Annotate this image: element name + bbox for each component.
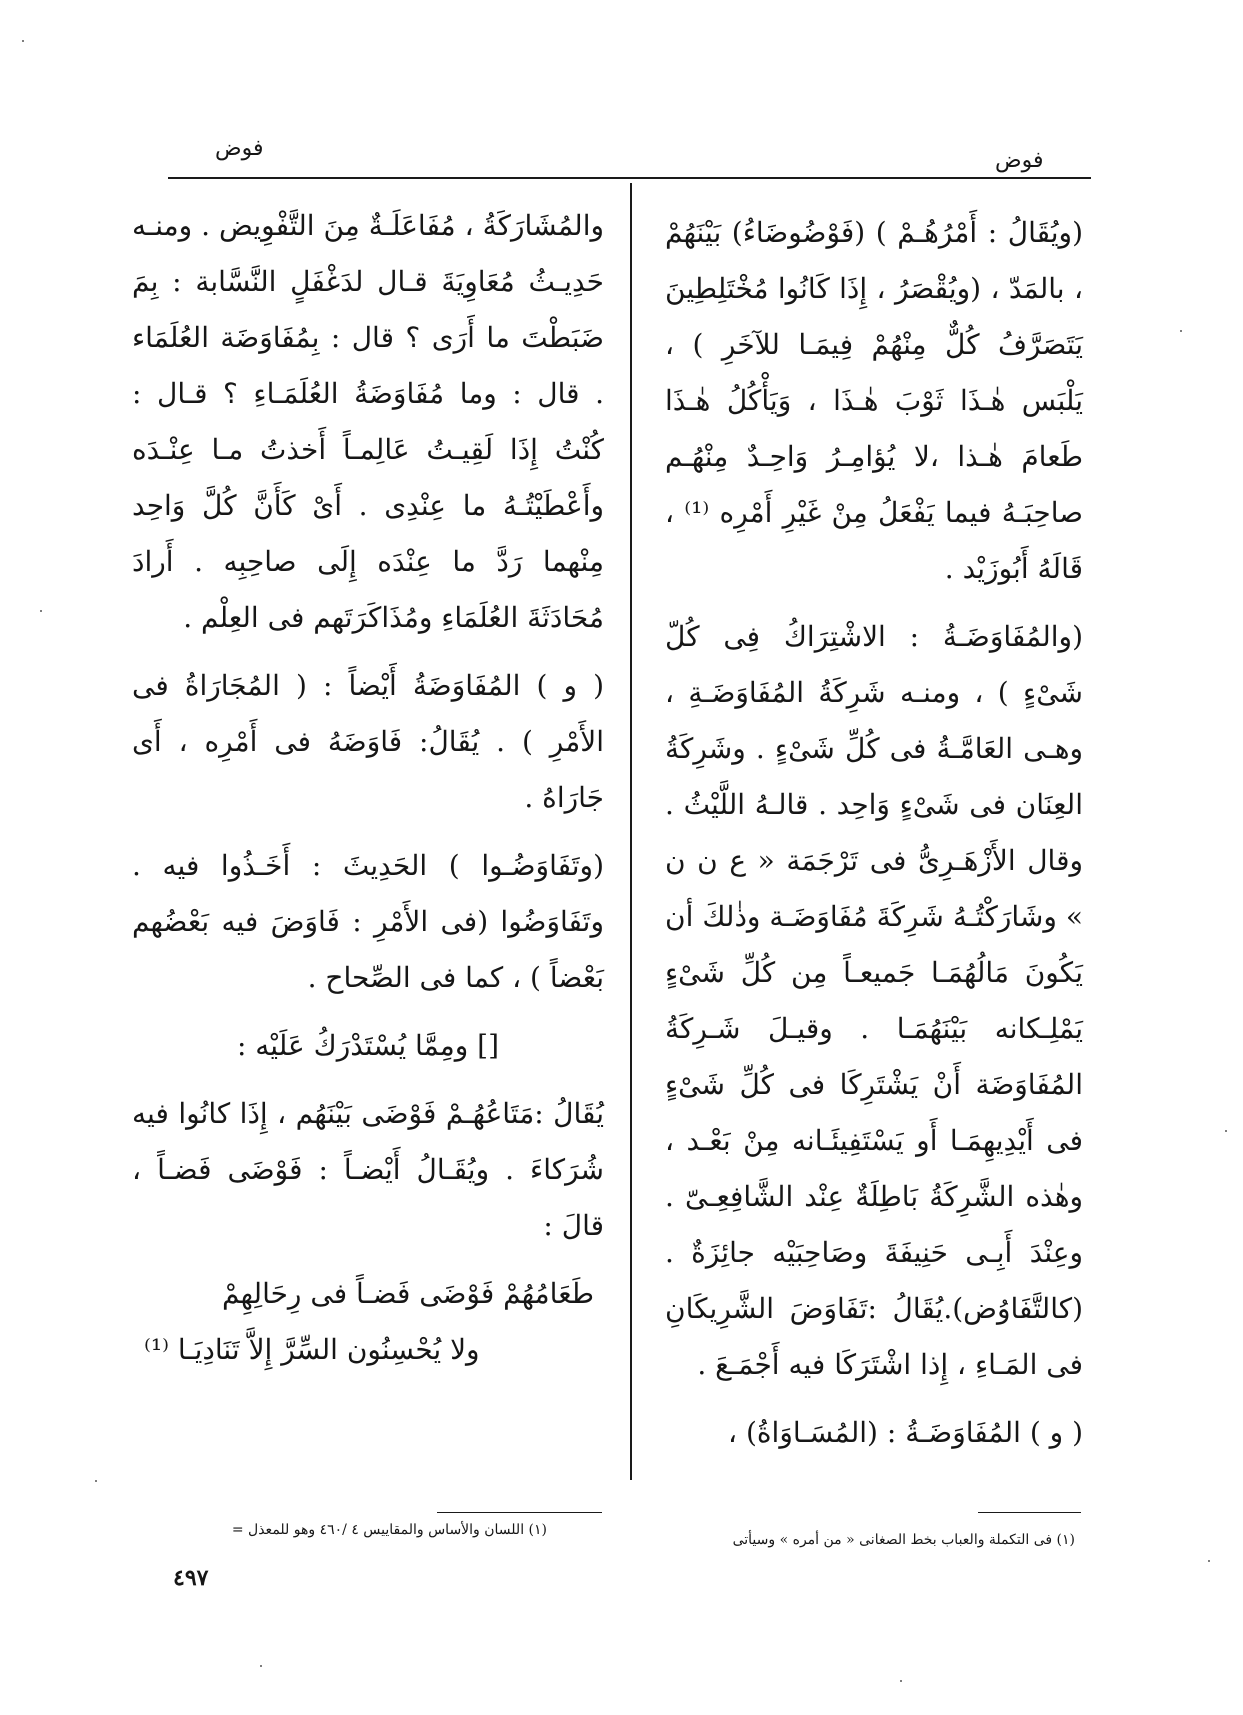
entry-paragraph: والمُشَارَكَةُ ، مُفَاعَلَـةٌ مِنَ التَّفْوِيض . ومنـه حَدِيـثُ مُعَاوِيَةَ قـال لدَغْفَلٍ النَّسَّابة : بِمَ ضَبَطْتَ ما أَرَى ؟ قال : بِمُفَاوَضَة العُلَمَاء . قال : وما مُفَاوَضَةُ العُلَمَـاءِ ؟ قـال : كُنْتُ إِذَا لَقِيـتُ عَالِمـاً أَخذتُ مـا عِنْـدَه وأَعْطَيْتُـهُ ما عِنْدِى . أَىْ كَأَنَّ كُلَّ وَاحِد مِنْهما رَدَّ ما عِنْدَه إِلَى صاحِبِه . أَرادَ مُحَادَثَةَ العُلَمَاءِ ومُذَاكَرَتَهم فى العِلْم .	[132, 209, 604, 634]
scan-speck	[1225, 1130, 1227, 1132]
scan-speck	[95, 1480, 97, 1482]
footnote-rule-right	[978, 1512, 1081, 1513]
poem-verse-first-hemistich: طَعَامُهُمْ فَوْضَى فَضـاً فى رِحَالِهِمْ	[222, 1277, 594, 1310]
column-divider	[630, 183, 632, 1480]
scan-speck	[260, 1665, 262, 1667]
entry-paragraph: (ويُقَالُ : أَمْرُهُـمْ ) (فَوْضُوضَاءُ) بَيْنَهُمْ ، بالمَدّ ، (ويُقْصَرُ ، إِذَا كَانُوا مُخْتَلِطِينَ يَتَصَرَّفُ كُلٌّ مِنْهُمْ فِيمَـا للآخَرِ ) ، يَلْبَس هٰـذَا ثَوْبَ هٰـذَا ، وَيَأْكُلُ هٰـذَا طَعامَ هٰـذا ،لا يُؤامِـرُ وَاحِـدٌ مِنْهُـم صاحِبَـهُ فيما يَفْعَلُ مِنْ غَيْرِ أَمْرِه ⁽¹⁾ ، قَالَهُ أَبُوزَيْد .	[665, 216, 1083, 585]
footnote-left: (١) اللسان والأساس والمقاييس ٤ /٤٦٠ وهو للمعذل =	[231, 1522, 547, 1538]
right-column	[665, 205, 1083, 1473]
scan-speck	[900, 1680, 902, 1682]
header-rule	[168, 177, 1091, 179]
page-number: ٤٩٧	[173, 1565, 209, 1591]
entry-paragraph: يُقَالُ :مَتَاعُهُـمْ فَوْضَى بَيْنَهُم ، إِذَا كانُوا فيه شُرَكاءَ . ويُقَـالُ أَيْضـاً : فَوْضَى فَضـاً ، قالَ :	[132, 1097, 604, 1242]
entry-paragraph: ( و ) المُفَاوَضَةُ أَيْضاً : ( المُجَارَاةُ فى الأَمْرِ ) . يُقَالُ: فَاوَضَهُ فى أَمْرِه ، أَى جَارَاهُ .	[132, 669, 604, 814]
footnote-rule-left	[437, 1512, 602, 1513]
entry-paragraph: (والمُفَاوَضَـةُ : الاشْتِرَاكُ فِى كُلّ شَىْءٍ ) ، ومنـه شَرِكَةُ المُفَاوَضَـةِ ، وهـى العَامَّـةُ فى كُلِّ شَىْءٍ . وشَرِكَةُ العِنَان فى شَىْءٍ وَاحِد . قالـهُ اللَّيْثُ . وقال الأَزْهَـرِىُّ فى تَرْجَمَة « ع ن ن » وشَارَكْتُـهُ شَرِكَةَ مُفَاوَضَـة وذٰلكَ أن يَكُونَ مَالُهُمَـا جَميعـاً مِن كُلِّ شَىْءٍ يَمْلِـكانه بَيْنَهُمَـا . وقيـلَ شَـرِكَةُ المُفَاوَضَة أَنْ يَشْتَرِكَا فى كُلِّ شَىْءٍ فى أَيْدِيهِمَـا أَو يَسْتَفِيئَـانه مِنْ بَعْـد ، وهٰذه الشَّرِكَةُ بَاطِلَةٌ عِنْد الشَّافِعِـىّ . وعِنْدَ أَبِـى حَنِيفَةَ وصَاحِبَيْه جائِزَةٌ . (كالتَّفَاوُض).يُقَالُ :تَفَاوَضَ الشَّرِيكَانِ فى المَـاءِ ، إِذا اشْتَرَكَا فيه أَجْمَـعَ .	[665, 620, 1083, 1381]
scan-speck	[1208, 1560, 1210, 1562]
scan-speck	[1180, 330, 1182, 332]
left-column	[132, 198, 604, 1378]
entry-paragraph: (وتَفَاوَضُـوا ) الحَدِيثَ : أَخَـذُوا فيه . وتَفَاوَضُوا (فى الأَمْرِ : فَاوَضَ فيه بَعْضُهم بَعْضاً ) ، كما فى الصِّحاح .	[132, 849, 604, 994]
running-header-right: فوض	[995, 148, 1044, 173]
entry-paragraph: ( و ) المُفَاوَضَـةُ : (المُسَـاوَاةُ) ،	[728, 1416, 1083, 1449]
running-header-left: فوض	[215, 136, 264, 161]
scan-speck	[22, 40, 24, 42]
supplement-heading: [] ومِمَّا يُسْتَدْرَكُ عَلَيْه :	[236, 1029, 500, 1062]
scan-speck	[40, 610, 42, 612]
footnote-right: (١) فى التكملة والعباب بخط الصغانى « من أمره » وسيأتى	[732, 1532, 1075, 1548]
poem-verse-second-hemistich: ولا يُحْسِنُون السِّرَّ إِلاَّ تَنَادِيَـا ⁽¹⁾	[144, 1333, 480, 1366]
